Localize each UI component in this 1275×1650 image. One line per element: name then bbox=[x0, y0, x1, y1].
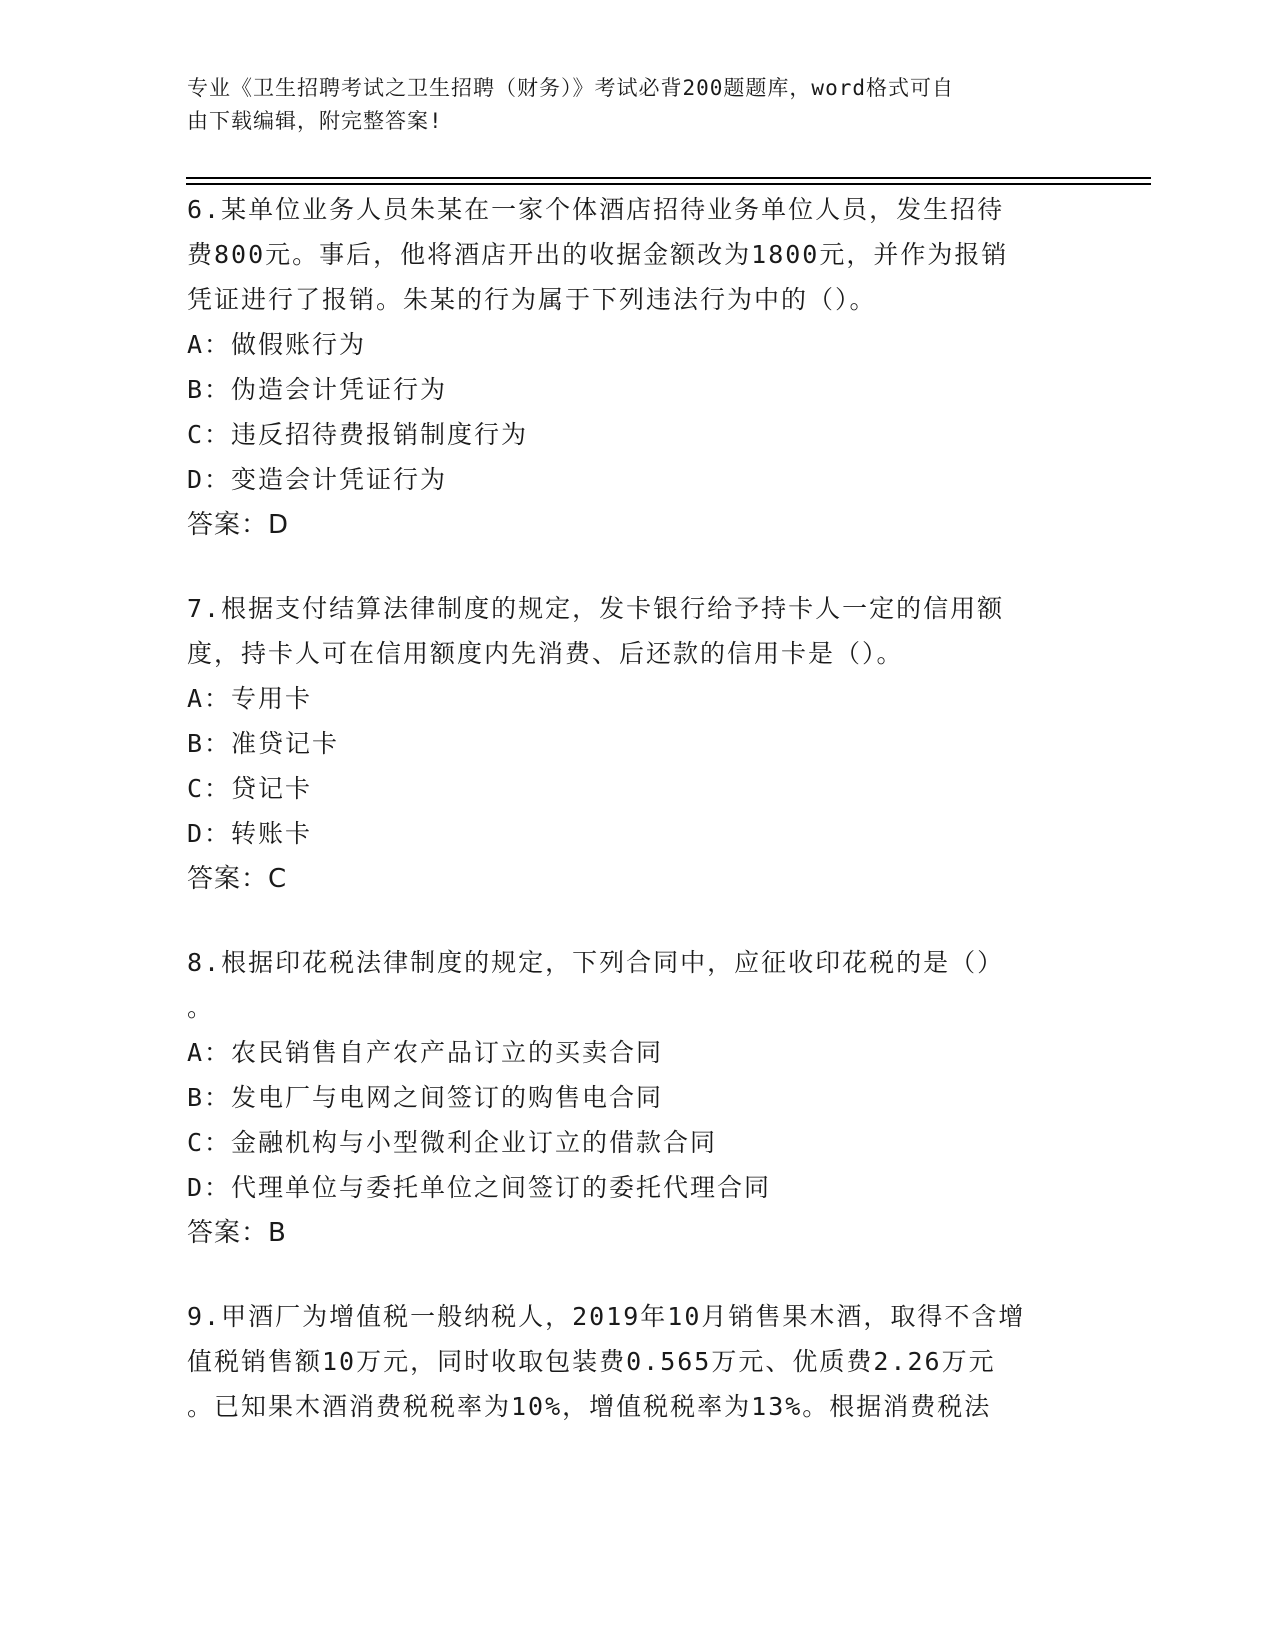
option-b: B：伪造会计凭证行为 bbox=[187, 375, 448, 404]
question-text-line: 度，持卡人可在信用额度内先消费、后还款的信用卡是（）。 bbox=[187, 639, 904, 668]
answer-label: 答案：C bbox=[187, 864, 288, 894]
question-text-line: 9.甲酒厂为增值税一般纳税人，2019年10月销售果木酒，取得不含增 bbox=[187, 1302, 1026, 1331]
question-8 bbox=[187, 940, 1087, 1256]
answer-label: 答案：B bbox=[187, 1218, 287, 1248]
option-c: C：违反招待费报销制度行为 bbox=[187, 420, 529, 449]
document-header bbox=[187, 72, 1067, 138]
header-line-1: 专业《卫生招聘考试之卫生招聘（财务）》考试必背200题题库，word格式可自 bbox=[187, 76, 954, 100]
option-b: B：发电厂与电网之间签订的购售电合同 bbox=[187, 1083, 664, 1112]
question-text-line: 7.根据支付结算法律制度的规定，发卡银行给予持卡人一定的信用额 bbox=[187, 594, 1005, 623]
question-7 bbox=[187, 586, 1087, 902]
option-c: C：贷记卡 bbox=[187, 774, 313, 803]
option-b: B：准贷记卡 bbox=[187, 729, 340, 758]
option-a: A：农民销售自产农产品订立的买卖合同 bbox=[187, 1038, 664, 1067]
question-text-line: 。 bbox=[187, 993, 215, 1022]
question-6 bbox=[187, 187, 1087, 548]
option-a: A：专用卡 bbox=[187, 684, 313, 713]
option-d: D：变造会计凭证行为 bbox=[187, 465, 448, 494]
question-text-line: 8.根据印花税法律制度的规定，下列合同中，应征收印花税的是（） bbox=[187, 948, 1005, 977]
option-a: A：做假账行为 bbox=[187, 330, 367, 359]
header-divider-bottom bbox=[186, 183, 1151, 185]
question-text-line: 。已知果木酒消费税税率为10%，增值税税率为13%。根据消费税法 bbox=[187, 1392, 992, 1421]
question-list bbox=[187, 187, 1087, 1467]
header-divider-top bbox=[186, 177, 1151, 179]
header-line-2: 由下载编辑，附完整答案! bbox=[187, 109, 443, 133]
question-text-line: 6.某单位业务人员朱某在一家个体酒店招待业务单位人员，发生招待 bbox=[187, 195, 1005, 224]
answer-label: 答案：D bbox=[187, 510, 290, 540]
option-c: C：金融机构与小型微利企业订立的借款合同 bbox=[187, 1128, 718, 1157]
option-d: D：代理单位与委托单位之间签订的委托代理合同 bbox=[187, 1173, 772, 1202]
question-text-line: 值税销售额10万元，同时收取包装费0.565万元、优质费2.26万元 bbox=[187, 1347, 996, 1376]
question-text-line: 凭证进行了报销。朱某的行为属于下列违法行为中的（）。 bbox=[187, 285, 877, 314]
option-d: D：转账卡 bbox=[187, 819, 313, 848]
question-text-line: 费800元。事后，他将酒店开出的收据金额改为1800元，并作为报销 bbox=[187, 240, 1009, 269]
question-9 bbox=[187, 1294, 1087, 1429]
